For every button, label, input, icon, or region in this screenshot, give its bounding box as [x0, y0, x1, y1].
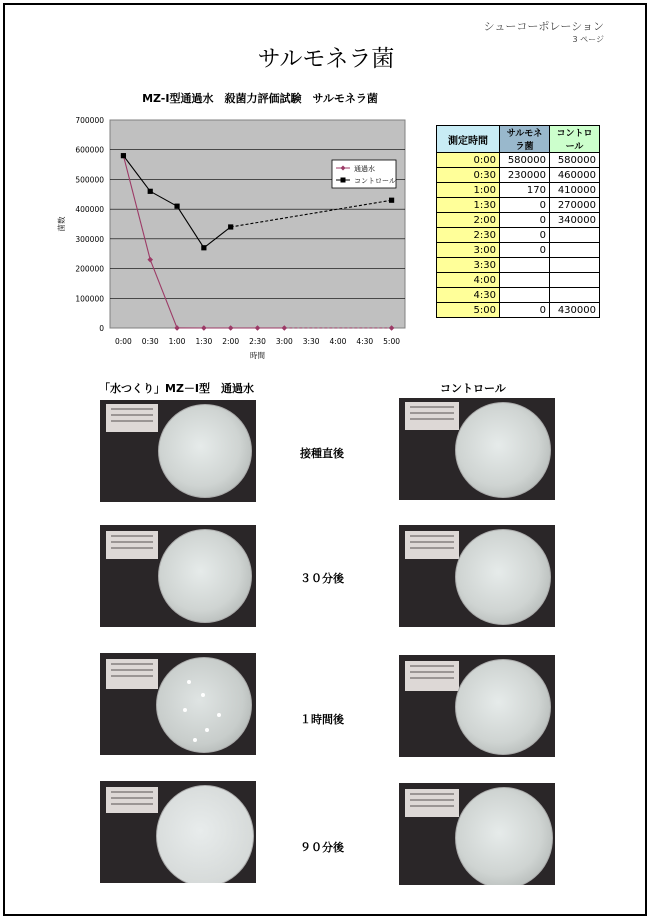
- company-name: シューコーポレーション: [483, 20, 604, 33]
- time-label-90min: ９０分後: [300, 841, 344, 854]
- cell-salmonella: [500, 288, 550, 303]
- table-row: [437, 258, 600, 273]
- cell-control: 410000: [550, 183, 600, 198]
- y-tick-label: 600000: [75, 145, 104, 155]
- table-row: [437, 243, 600, 258]
- cell-control: [550, 288, 600, 303]
- cell-salmonella: 0: [500, 243, 550, 258]
- data-point: [201, 245, 206, 250]
- cell-control: [550, 273, 600, 288]
- table-row: [437, 153, 600, 168]
- header-salmonella: サルモネラ菌: [500, 126, 550, 153]
- cell-salmonella: 0: [500, 303, 550, 318]
- photo-control-1hour: [399, 655, 555, 757]
- cell-control: 430000: [550, 303, 600, 318]
- cell-salmonella: 0: [500, 213, 550, 228]
- y-tick-label: 700000: [75, 116, 104, 125]
- data-point: [174, 204, 179, 209]
- photo-control-30min: [399, 525, 555, 627]
- cell-control: 340000: [550, 213, 600, 228]
- x-tick-label: 3:00: [275, 337, 293, 346]
- cell-time: 2:00: [437, 213, 500, 228]
- cell-time: 1:30: [437, 198, 500, 213]
- cell-control: 460000: [550, 168, 600, 183]
- cell-salmonella: 230000: [500, 168, 550, 183]
- header-control: コントロール: [550, 126, 600, 153]
- data-point: [389, 198, 394, 203]
- table-row: [437, 288, 600, 303]
- x-tick-label: 2:00: [222, 337, 240, 346]
- cell-salmonella: [500, 258, 550, 273]
- photo-treated-1hour: [100, 653, 256, 755]
- cell-time: 3:00: [437, 243, 500, 258]
- cell-salmonella: 0: [500, 228, 550, 243]
- cell-time: 4:00: [437, 273, 500, 288]
- x-tick-label: 2:30: [249, 337, 266, 346]
- cell-time: 0:00: [437, 153, 500, 168]
- y-tick-label: 500000: [75, 175, 104, 185]
- table-row: [437, 273, 600, 288]
- table-header-row: [437, 126, 600, 153]
- cell-salmonella: 170: [500, 183, 550, 198]
- photo-treated-90min: [100, 781, 256, 883]
- legend-marker: [341, 178, 346, 183]
- x-tick-label: 0:00: [114, 337, 132, 346]
- cell-time: 5:00: [437, 303, 500, 318]
- page-title: サルモネラ菌: [257, 46, 395, 72]
- time-label-30min: ３０分後: [300, 572, 344, 585]
- chart-title: MZ-Ⅰ型通過水 殺菌力評価試験 サルモネラ菌: [142, 92, 378, 105]
- cell-control: [550, 228, 600, 243]
- cell-control: [550, 243, 600, 258]
- data-point: [228, 224, 233, 229]
- table-row: [437, 303, 600, 318]
- x-tick-label: 1:30: [195, 337, 213, 346]
- cell-time: 0:30: [437, 168, 500, 183]
- header-time: 測定時間: [437, 126, 500, 153]
- line-chart: [54, 112, 414, 367]
- cell-salmonella: 580000: [500, 153, 550, 168]
- photo-treated-30min: [100, 525, 256, 627]
- table-row: [437, 183, 600, 198]
- x-tick-label: 4:30: [356, 337, 374, 346]
- table-row: [437, 198, 600, 213]
- cell-salmonella: [500, 273, 550, 288]
- y-tick-label: 300000: [75, 234, 104, 244]
- photo-control-90min: [399, 783, 555, 885]
- measurement-table: [436, 125, 600, 318]
- x-tick-label: 3:30: [302, 337, 320, 346]
- legend-label: 通過水: [354, 165, 375, 173]
- y-tick-label: 100000: [75, 294, 104, 304]
- y-tick-label: 200000: [75, 264, 104, 274]
- right-column-heading: コントロール: [440, 382, 506, 395]
- y-axis-label: 菌数: [57, 216, 66, 232]
- time-label-1hour: １時間後: [300, 713, 344, 726]
- data-point: [121, 153, 126, 158]
- table-row: [437, 228, 600, 243]
- data-point: [148, 189, 153, 194]
- x-axis-label: 時間: [250, 351, 265, 360]
- cell-control: 580000: [550, 153, 600, 168]
- legend-label: コントロール: [354, 177, 396, 185]
- y-tick-label: 400000: [75, 205, 104, 215]
- left-column-heading: 「水つくり」MZ－Ⅰ型 通過水: [99, 382, 255, 395]
- table-row: [437, 168, 600, 183]
- cell-control: [550, 258, 600, 273]
- plot-area: [110, 120, 405, 328]
- cell-time: 3:30: [437, 258, 500, 273]
- time-label-initial: 接種直後: [300, 447, 344, 460]
- cell-time: 1:00: [437, 183, 500, 198]
- photo-treated-initial: [100, 400, 256, 502]
- cell-time: 4:30: [437, 288, 500, 303]
- x-tick-label: 0:30: [141, 337, 159, 346]
- table-row: [437, 213, 600, 228]
- cell-salmonella: 0: [500, 198, 550, 213]
- x-tick-label: 5:00: [383, 337, 401, 346]
- photo-control-initial: [399, 398, 555, 500]
- page-number: 3 ページ: [572, 35, 604, 44]
- cell-time: 2:30: [437, 228, 500, 243]
- cell-control: 270000: [550, 198, 600, 213]
- x-tick-label: 4:00: [329, 337, 347, 346]
- x-tick-label: 1:00: [168, 337, 186, 346]
- y-tick-label: 0: [99, 324, 104, 333]
